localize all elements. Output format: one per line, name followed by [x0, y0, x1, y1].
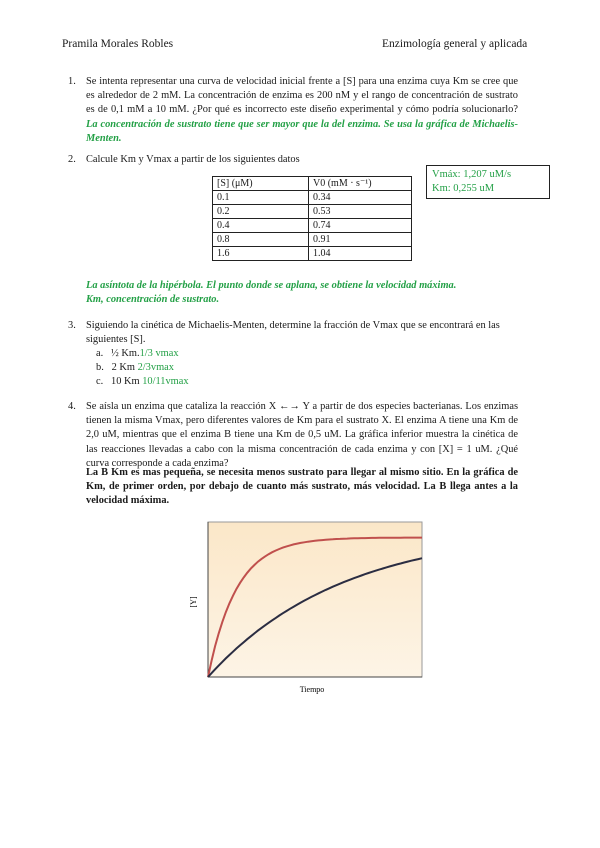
q1-answer: La concentración de sustrato tiene que ser mayor que la del enzima. Se usa la gráfica de Michaelis-Menten. — [86, 118, 518, 144]
table-row — [213, 219, 412, 233]
table-cell: 1.6 — [213, 247, 309, 261]
q3-number: 3. — [68, 320, 76, 331]
q2-vmax-result: Vmáx: 1,207 uM/s — [432, 169, 512, 180]
q3-item-c — [96, 375, 189, 389]
q2-result-box — [426, 165, 550, 199]
q3-text: Siguiendo la cinética de Michaelis-Menten, determine la fracción de Vmax que se encontrará en las siguientes [S]. — [86, 320, 500, 346]
table-cell: 0.91 — [309, 233, 412, 247]
q2-answer-line2: Km, concentración de sustrato. — [86, 294, 220, 305]
q3-item-value: 2 Km — [111, 362, 135, 373]
q1-number: 1. — [68, 76, 76, 87]
table-cell: 0.1 — [213, 191, 309, 205]
q3-item-answer: 1/3 vmax — [139, 348, 179, 359]
table-cell: 0.4 — [213, 219, 309, 233]
table-row — [213, 205, 412, 219]
table-cell: 1.04 — [309, 247, 412, 261]
q3-item-label: a. — [96, 348, 104, 359]
table-cell: 0.2 — [213, 205, 309, 219]
q2-text: Calcule Km y Vmax a partir de los siguientes datos — [86, 154, 300, 165]
table-header-s: [S] (μM) — [213, 177, 309, 191]
q1-text: Se intenta representar una curva de velocidad inicial frente a [S] para una enzima cuya Km se cree que es alrededor de 2 mM. La concentración de enzima es 200 nM y el rango de concentración de sustrato es de 0,1 mM a 10 mM. ¿Por qué es incorrecto este diseño experimental y cómo podría solucionarlo? — [86, 76, 518, 116]
table-row — [213, 191, 412, 205]
table-cell: 0.53 — [309, 205, 412, 219]
q3-item-label: c. — [96, 376, 104, 387]
table-cell: 0.8 — [213, 233, 309, 247]
plot-area — [208, 522, 422, 677]
table-cell: 0.74 — [309, 219, 412, 233]
q2-answer-line1: La asíntota de la hipérbola. El punto donde se aplana, se obtiene la velocidad máxima. — [86, 280, 457, 291]
q4-number: 4. — [68, 401, 76, 412]
q4-text: Se aísla un enzima que cataliza la reacción X ←→ Y a partir de dos especies bacterianas. Los enzimas tienen la misma Vmax, pero diferentes valores de Km para el sustrato X. El enzima A tiene una Km de 2,0 uM, mientras que el enzima B tiene una Km de 0,5 uM. La gráfica inferior muestra la cinética de las reacciones llevadas a cabo con la misma concentración de cada enzima y con [X] = 1 uM. ¿Qué curva corresponde a cada enzima? — [86, 401, 518, 469]
q3-item-a — [96, 347, 179, 361]
q3-item-b — [96, 361, 174, 375]
q2-km-result: Km: 0,255 uM — [432, 183, 495, 194]
q3-item-label: b. — [96, 362, 104, 373]
q2-number: 2. — [68, 154, 76, 165]
table-header-v0: V0 (mM · s⁻¹) — [309, 177, 412, 191]
q2-data-table — [212, 176, 412, 261]
q3-item-answer: 2/3vmax — [137, 362, 174, 373]
y-axis-label: [Y] — [189, 596, 198, 608]
q3-item-value: ½ Km. — [111, 348, 140, 359]
table-row — [213, 247, 412, 261]
table-row — [213, 233, 412, 247]
q3-item-answer: 10/11vmax — [142, 376, 189, 387]
q1-paragraph — [86, 75, 518, 146]
header-author: Pramila Morales Robles — [62, 38, 174, 50]
kinetics-chart — [186, 520, 426, 700]
kinetics-chart-svg — [186, 520, 426, 700]
header-course: Enzimología general y aplicada — [382, 38, 528, 50]
q3-item-value: 10 Km — [111, 376, 140, 387]
table-cell: 0.34 — [309, 191, 412, 205]
q4-answer: La B Km es mas pequeña, se necesita menos sustrato para llegar al mismo sitio. En la gráfica de Km, de primer orden, por debajo de cuanto más sustrato, más velocidad. La B llega antes a la velocidad máxima. — [86, 467, 518, 507]
x-axis-label: Tiempo — [299, 685, 325, 694]
